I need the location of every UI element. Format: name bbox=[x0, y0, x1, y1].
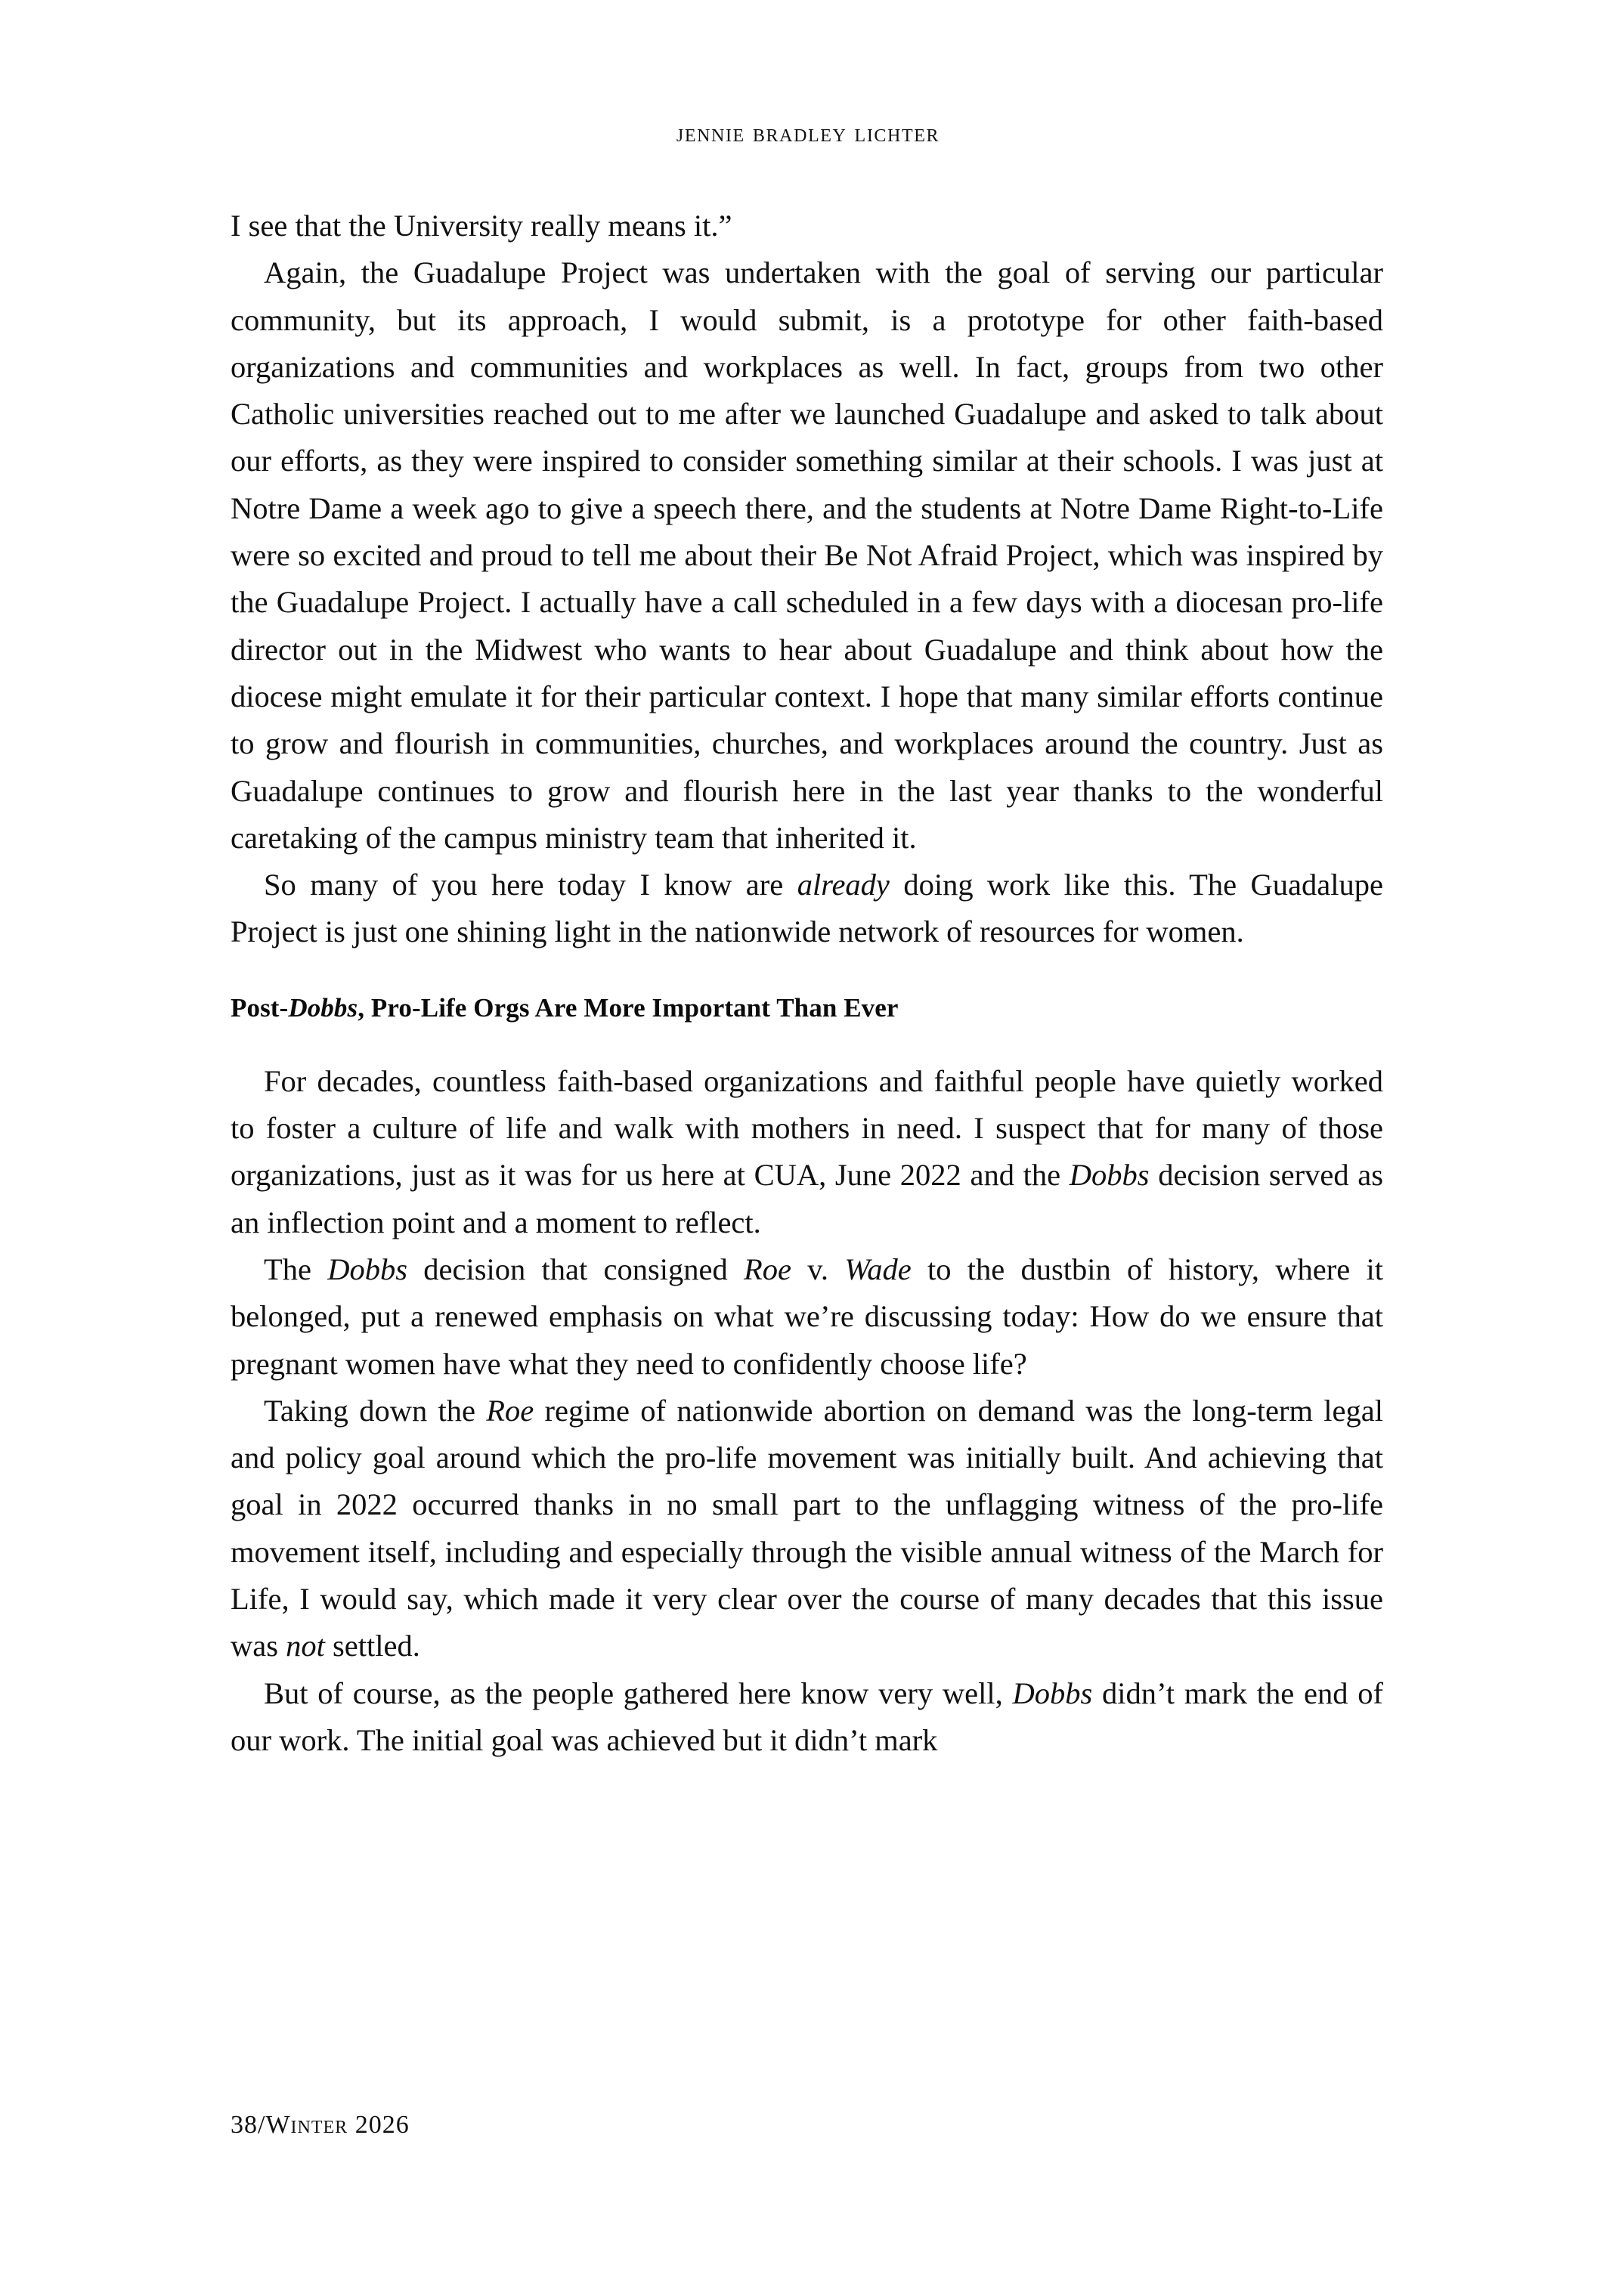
paragraph-6-emphasis-2: not bbox=[286, 1629, 325, 1663]
paragraph-1 bbox=[231, 203, 1383, 249]
paragraph-2 bbox=[231, 249, 1383, 862]
page-folio: 38/Winter 2026 bbox=[231, 2111, 410, 2139]
paragraph-5-emphasis-3: Wade bbox=[844, 1252, 912, 1286]
text-column bbox=[231, 203, 1383, 1764]
paragraph-7-text-b: didn’t mark the end of our work. The initial goal was achieved but it didn’t mark bbox=[231, 1676, 1383, 1757]
paragraph-2-text: Again, the Guadalupe Project was undertaken with the goal of serving our particular community, but its approach, I would submit, is a prototype for other faith-based organizations and communities and workplaces as well. In fact, groups from two other Catholic universities reached out to me after we launched Guadalupe and asked to talk about our efforts, as they were inspired to consider something similar at their schools. I was just at Notre Dame a week ago to give a speech there, and the students at Notre Dame Right-to-Life were so excited and proud to tell me about their Be Not Afraid Project, which was inspired by the Guadalupe Project. I actually have a call scheduled in a few days with a diocesan pro-life director out in the Midwest who wants to hear about Guadalupe and think about how the diocese might emulate it for their particular context. I hope that many similar efforts continue to grow and flourish in communities, churches, and workplaces around the country. Just as Guadalupe continues to grow and flourish here in the last year thanks to the wonderful caretaking of the campus ministry team that inherited it. bbox=[231, 255, 1383, 855]
paragraph-3 bbox=[231, 862, 1383, 956]
paragraph-6-emphasis-1: Roe bbox=[486, 1393, 534, 1428]
paragraph-5-emphasis-2: Roe bbox=[743, 1252, 791, 1286]
paragraph-6-text-a: Taking down the bbox=[264, 1393, 487, 1428]
paragraph-6-text-b: regime of nationwide abortion on demand was the long-term legal and policy goal around which the pro-life movement was initially built. And achieving that goal in 2022 occurred thanks in no small part to the unflagging witness of the pro-life movement itself, including and especially through the visible annual witness of the March for Life, I would say, which made it very clear over the course of many decades that this issue was bbox=[231, 1393, 1383, 1663]
section-subheading bbox=[231, 992, 1383, 1025]
paragraph-6-text-c: settled. bbox=[324, 1629, 420, 1663]
paragraph-5-text-a: The bbox=[264, 1252, 328, 1286]
paragraph-7-emphasis: Dobbs bbox=[1012, 1676, 1093, 1710]
running-head: jennie bradley lichter bbox=[676, 119, 940, 147]
paragraph-5-emphasis-1: Dobbs bbox=[327, 1252, 407, 1286]
paragraph-5-text-b: decision that consigned bbox=[407, 1252, 744, 1286]
paragraph-5-text-c: v. bbox=[791, 1252, 845, 1286]
subheading-text-b: , Pro-Life Orgs Are More Important Than Ever bbox=[358, 992, 899, 1023]
subheading-emphasis: Dobbs bbox=[288, 992, 358, 1023]
paragraph-3-emphasis: already bbox=[797, 868, 890, 902]
paragraph-3-text-b: doing work like this. The Guadalupe Project is just one shining light in the nationwide network of resources for women. bbox=[231, 868, 1383, 949]
paragraph-7-text-a: But of course, as the people gathered here know very well, bbox=[264, 1676, 1013, 1710]
paragraph-4 bbox=[231, 1058, 1383, 1246]
paragraph-4-emphasis: Dobbs bbox=[1069, 1158, 1150, 1193]
paragraph-7 bbox=[231, 1670, 1383, 1765]
paragraph-5 bbox=[231, 1246, 1383, 1388]
paragraph-6 bbox=[231, 1388, 1383, 1670]
paragraph-5-text-d: to the dustbin of history, where it belonged, put a renewed emphasis on what we’re discussing today: How do we ensure that pregnant women have what they need to confidently choose life? bbox=[231, 1252, 1384, 1381]
paragraph-4-text-b: decision served as an inflection point and a moment to reflect. bbox=[231, 1158, 1384, 1239]
paragraph-3-text-a: So many of you here today I know are bbox=[264, 868, 797, 902]
paragraph-1-text: I see that the University really means it.” bbox=[231, 209, 732, 243]
subheading-text-a: Post- bbox=[231, 992, 289, 1023]
paragraph-4-text-a: For decades, countless faith-based organizations and faithful people have quietly worked to foster a culture of life and walk with mothers in need. I suspect that for many of those organizations, just as it was for us here at CUA, June 2022 and the bbox=[231, 1063, 1383, 1193]
